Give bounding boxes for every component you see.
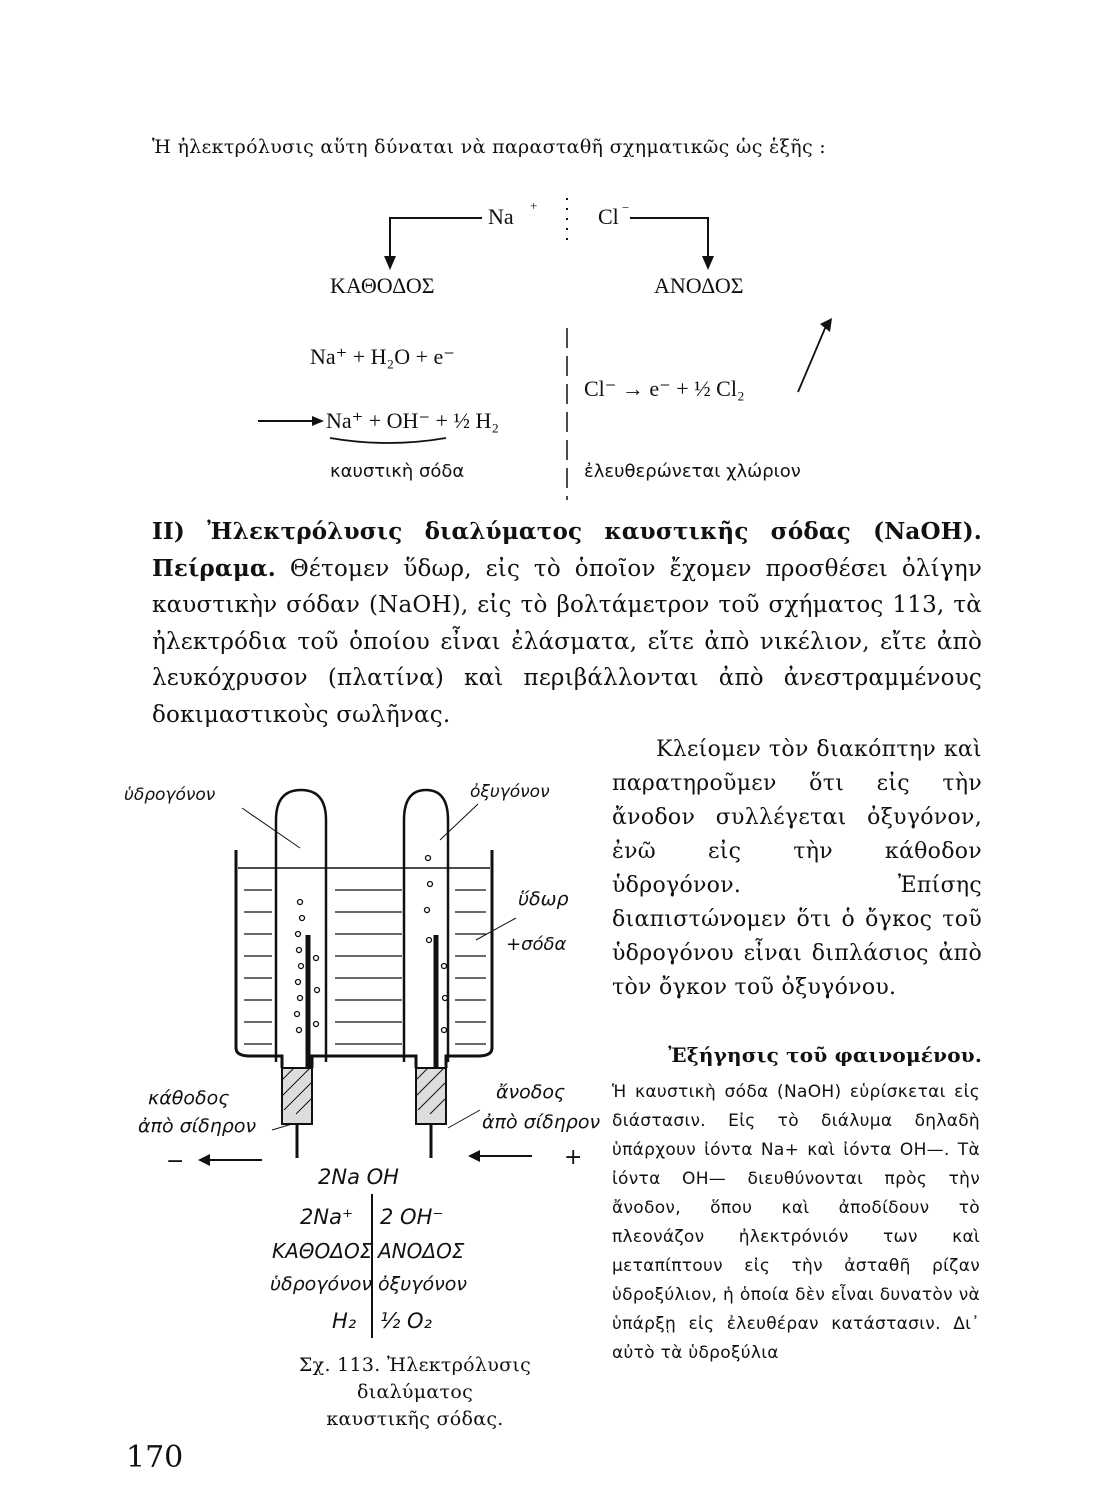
label-anode-1: ἄνοδος [496, 1081, 566, 1103]
eq-right-ion: 2 OH⁻ [380, 1205, 444, 1229]
chlorine-release-arrowhead [820, 318, 832, 332]
label-water: ὕδωρ [518, 888, 569, 910]
anode-label: ΑΝΟΔΟΣ [654, 273, 744, 298]
section-body: Θέτομεν ὕδωρ, εἰς τὸ ὁποῖον ἔχομεν προσθέσει ὀλίγην καυστικὴν σόδαν (NaOH), εἰς τὸ βολτάμετρον τοῦ σχήματος 113, τὰ ἠλεκτρόδια τοῦ ὁποίου εἶναι ἐλάσματα, εἴτε ἀπὸ νικέλιον, εἴτε ἀπὸ λευκόχρυσον (πλατίνα) καὶ περιβάλλονται ἀπὸ ἀνεστραμμένους δοκιμαστικοὺς σωλῆνας. [152, 555, 982, 728]
hydrogen-test-tube [276, 790, 326, 1062]
page-number: 170 [126, 1440, 184, 1475]
eq-left-gas: ὑδρογόνον [270, 1273, 373, 1295]
anode-leader [448, 1110, 480, 1128]
scheme-cl-ion: Cl [598, 204, 619, 229]
anode-equation: Cl⁻ → e⁻ + ½ Cl₂ [584, 376, 745, 401]
anode-product: ἐλευθερώνεται χλώριον [584, 461, 801, 482]
caption-line-2: καυστικῆς σόδας. [326, 1408, 504, 1430]
eq-right-formula: ½ O₂ [380, 1309, 432, 1333]
label-soda: +σόδα [506, 934, 567, 955]
label-anode-2: ἀπὸ σίδηρον [482, 1111, 601, 1133]
oxygen-test-tube [404, 790, 448, 1062]
eq-top: 2Na OH [318, 1165, 399, 1189]
intro-sentence: Ἡ ἠλεκτρόλυσις αὕτη δύναται νὰ παρασταθῆ σχηματικῶς ὡς ἑξῆς : [152, 136, 826, 158]
container-bottom-bridge [312, 1056, 416, 1068]
observation-paragraph [612, 733, 982, 1005]
explanation-body: Ἡ καυστικὴ σόδα (NaOH) εὑρίσκεται εἰς διάστασιν. Εἰς τὸ διάλυμα δηλαδὴ ὑπάρχουν ἰόντα Na+ καὶ ἰόντα OH—. Τὰ ἰόντα OH— διευθύνονται πρὸς τὴν ἄνοδον, ὅπου καὶ ἀποδίδουν τὸ πλεονάζον ἠλεκτρόνιόν των καὶ μεταπίπτουν εἰς τὴν ἀσταθῆ ρίζαν ὑδροξύλιον, ἡ ὁποία δὲν εἶναι δυνατὸν νὰ ὑπάρξῃ εἰς ἐλευθέραν κατάστασιν. Δι᾽ αὐτὸ τὰ ὑδροξύλια [612, 1082, 980, 1363]
scheme-na-ion: Na [488, 204, 514, 229]
explanation-heading: Ἐξήγησις τοῦ φαινομένου. [668, 1043, 982, 1067]
figure-caption [250, 1352, 580, 1433]
cathode-label: ΚΑΘΟΔΟΣ [330, 273, 435, 298]
cathode-equation-2: Na⁺ + OH⁻ + ½ H₂ [326, 408, 500, 433]
chlorine-release-arrow [798, 326, 826, 392]
hydrogen-leader [242, 808, 300, 848]
eq-left-formula: H₂ [332, 1309, 357, 1333]
scheme-cl-charge: − [622, 200, 630, 215]
caption-line-1: Σχ. 113. Ἠλεκτρόλυσις διαλύματος [298, 1354, 532, 1403]
scheme-na-charge: + [530, 198, 538, 213]
oxygen-leader [440, 804, 478, 840]
eq-right-gas: ὀξυγόνον [378, 1273, 467, 1295]
label-oxygen: ὀξυγόνον [470, 782, 550, 802]
eq-right-electrode: ΑΝΟΔΟΣ [378, 1239, 465, 1263]
label-cathode-1: κάθοδος [148, 1087, 230, 1109]
plus-sign: + [564, 1145, 583, 1170]
eq-left-electrode: ΚΑΘΟΔΟΣ [272, 1239, 373, 1263]
container-right-wall [446, 850, 492, 1068]
anode-stopper [416, 1068, 446, 1124]
anode-current-arrowhead [468, 1150, 480, 1162]
label-hydrogen: ὑδρογόνον [124, 785, 216, 805]
minus-sign: − [166, 1149, 185, 1174]
observation-text: Κλείομεν τὸν διακόπτην καὶ παρατηροῦμεν ὅτι εἰς τὴν ἄνοδον συλλέγεται ὀξυγόνον, ἐνῶ εἰς τὴν κάθοδον ὑδρογόνον. Ἐπίσης διαπιστώνομεν ὅτι ὁ ὄγκος τοῦ ὑδρογόνου εἶναι διπλάσιος ἀπὸ τὸν ὄγκον τοῦ ὀξυγόνου. [612, 737, 982, 1000]
anode-arrow [630, 218, 708, 262]
label-cathode-2: ἀπὸ σίδηρον [138, 1115, 257, 1137]
cathode-stopper [282, 1068, 312, 1124]
cathode-equation-1: Na⁺ + H₂O + e⁻ [310, 344, 455, 369]
eq-left-ion: 2Na⁺ [300, 1205, 354, 1229]
anode-arrowhead [702, 256, 714, 270]
section-heading: ΙΙ) Ἠλεκτρόλυσις διαλύματος καυστικῆς σόδας (NaOH). Πείραμα. [152, 518, 982, 582]
water-lines [244, 890, 486, 1044]
cathode-product: καυστικὴ σόδα [330, 461, 465, 482]
cathode-current-arrowhead [198, 1154, 210, 1166]
